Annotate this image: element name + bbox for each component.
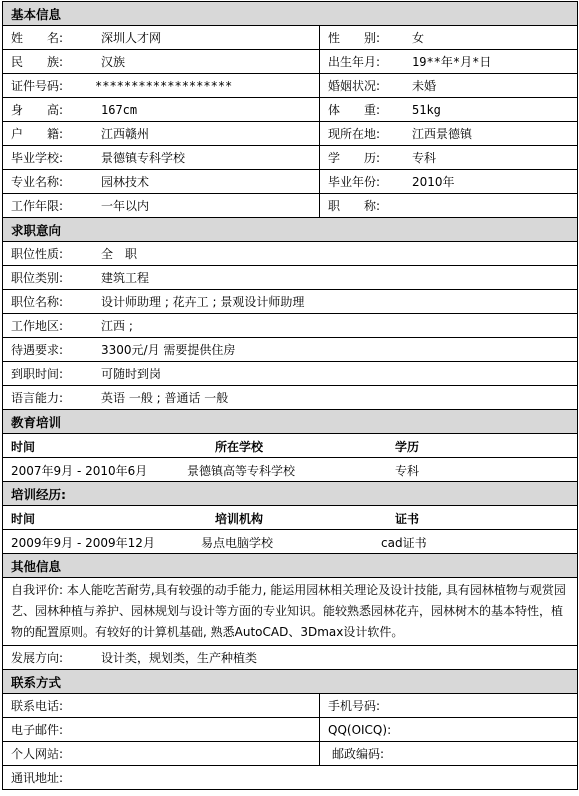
nature-label: 职位性质:: [11, 247, 64, 261]
category-value: 建筑工程: [101, 271, 150, 285]
location-value: 江西景德镇: [412, 127, 473, 141]
row-zip: [320, 742, 578, 766]
row-qq: [320, 718, 578, 742]
row-gender: [320, 26, 578, 50]
id-label: 证件号码:: [11, 79, 64, 93]
row-position: [3, 290, 578, 314]
edu-degree: 专科: [395, 464, 420, 478]
row-ethnic: [3, 50, 320, 74]
gradyear-value: 2010年: [412, 175, 455, 189]
row-site: [3, 742, 320, 766]
edu-header-school: 所在学校: [215, 440, 264, 454]
edu-school: 景德镇高等专科学校: [187, 464, 296, 478]
resume-sheet: [2, 1, 577, 790]
section-contact: 联系方式: [3, 670, 578, 694]
area-value: 江西 ;: [101, 319, 133, 333]
name-value: 深圳人才网: [101, 31, 162, 45]
degree-label: 学 历:: [328, 151, 381, 165]
row-lang: [3, 386, 578, 410]
row-name: [3, 26, 320, 50]
hukou-label: 户 籍:: [11, 127, 64, 141]
self-evaluation: 自我评价: 本人能吃苦耐劳,具有较强的动手能力, 能运用园林相关理论及设计技能, 具有园林植物与观赏园艺、园林种植与养护、园林规划与设计等方面的专业知识。能较熟悉园林花卉，园林树木的基本特性，植物的配置原则。有较好的计算机基础, 熟悉AutoCAD、3Dmax设计软件。: [3, 578, 578, 646]
height-label: 身 高:: [11, 103, 64, 117]
years-label: 工作年限:: [11, 199, 64, 213]
marital-label: 婚姻状况:: [328, 79, 381, 93]
height-value: 167cm: [101, 103, 138, 117]
row-birth: [320, 50, 578, 74]
edu-row: [3, 458, 578, 482]
zip-label: 邮政编码:: [332, 747, 385, 761]
section-edu: 教育培训: [3, 410, 578, 434]
lang-label: 语言能力:: [11, 391, 64, 405]
name-label: 姓 名:: [11, 31, 64, 45]
site-label: 个人网站:: [11, 747, 64, 761]
train-row: [3, 530, 578, 554]
qq-label: QQ(OICQ):: [328, 722, 392, 737]
row-addr: [3, 766, 578, 790]
school-value: 景德镇专科学校: [101, 151, 186, 165]
section-train: 培训经历:: [3, 482, 578, 506]
train-cert: cad证书: [381, 536, 427, 550]
gender-label: 性 别:: [328, 31, 381, 45]
row-salary: [3, 338, 578, 362]
salary-label: 待遇要求:: [11, 343, 64, 357]
row-start: [3, 362, 578, 386]
row-major: [3, 170, 320, 194]
position-label: 职位名称:: [11, 295, 64, 309]
row-nature: [3, 242, 578, 266]
section-basic: 基本信息: [3, 2, 578, 26]
hukou-value: 江西赣州: [101, 127, 150, 141]
row-mobile: [320, 694, 578, 718]
major-label: 专业名称:: [11, 175, 64, 189]
lang-value: 英语 一般 ; 普通话 一般: [101, 391, 229, 405]
row-school: [3, 146, 320, 170]
email-label: 电子邮件:: [11, 723, 64, 737]
ethnic-value: 汉族: [101, 55, 126, 69]
id-value: *******************: [95, 79, 233, 93]
years-value: 一年以内: [101, 199, 150, 213]
addr-label: 通讯地址:: [11, 771, 64, 785]
edu-header-time: 时间: [11, 440, 36, 454]
edu-header-degree: 学历: [395, 440, 420, 454]
mobile-label: 手机号码:: [328, 699, 381, 713]
location-label: 现所在地:: [328, 127, 381, 141]
row-marital: [320, 74, 578, 98]
row-title: [320, 194, 578, 218]
marital-value: 未婚: [412, 79, 437, 93]
degree-value: 专科: [412, 151, 437, 165]
ethnic-label: 民 族:: [11, 55, 64, 69]
resume-table: [2, 1, 578, 790]
title-label: 职 称:: [328, 199, 381, 213]
train-header-org: 培训机构: [215, 512, 264, 526]
area-label: 工作地区:: [11, 319, 64, 333]
train-header-row: [3, 506, 578, 530]
major-value: 园林技术: [101, 175, 150, 189]
weight-label: 体 重:: [328, 103, 381, 117]
start-label: 到职时间:: [11, 367, 64, 381]
row-id: [3, 74, 320, 98]
row-category: [3, 266, 578, 290]
position-value: 设计师助理 ; 花卉工 ; 景观设计师助理: [101, 295, 305, 309]
salary-value: 3300元/月 需要提供住房: [101, 343, 236, 357]
train-org: 易点电脑学校: [201, 536, 274, 550]
start-value: 可随时到岗: [101, 367, 162, 381]
train-header-cert: 证书: [395, 512, 420, 526]
row-area: [3, 314, 578, 338]
edu-time: 2007年9月 - 2010年6月: [11, 464, 148, 478]
row-gradyear: [320, 170, 578, 194]
dev-label: 发展方向:: [11, 651, 64, 665]
phone-label: 联系电话:: [11, 699, 64, 713]
row-dev: [3, 646, 578, 670]
train-time: 2009年9月 - 2009年12月: [11, 536, 155, 550]
weight-value: 51kg: [412, 103, 441, 117]
gradyear-label: 毕业年份:: [328, 175, 381, 189]
school-label: 毕业学校:: [11, 151, 64, 165]
row-weight: [320, 98, 578, 122]
row-height: [3, 98, 320, 122]
edu-header-row: [3, 434, 578, 458]
birth-label: 出生年月:: [328, 55, 381, 69]
section-intent: 求职意向: [3, 218, 578, 242]
dev-value: 设计类，规划类，生产种植类: [101, 651, 258, 665]
row-hukou: [3, 122, 320, 146]
train-header-time: 时间: [11, 512, 36, 526]
nature-value: 全 职: [101, 247, 138, 261]
row-degree: [320, 146, 578, 170]
row-location: [320, 122, 578, 146]
gender-value: 女: [412, 31, 425, 45]
birth-value: 19**年*月*日: [412, 55, 492, 69]
category-label: 职位类别:: [11, 271, 64, 285]
row-phone: [3, 694, 320, 718]
row-years: [3, 194, 320, 218]
section-other: 其他信息: [3, 554, 578, 578]
row-email: [3, 718, 320, 742]
